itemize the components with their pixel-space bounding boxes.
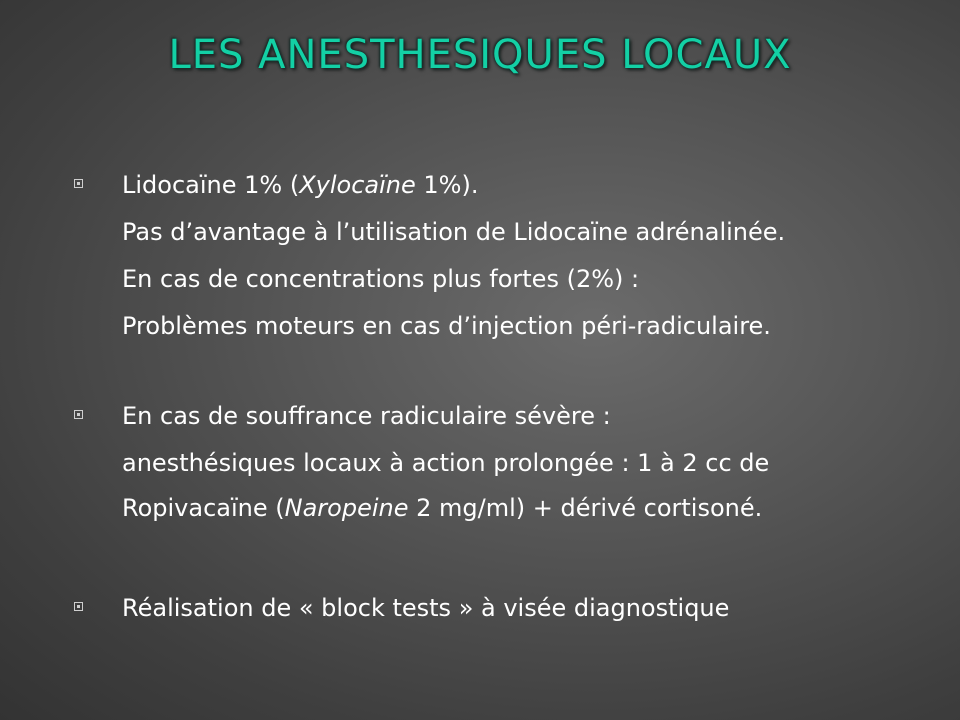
- bullet-line: Pas d’avantage à l’utilisation de Lidocaïne adrénalinée.: [122, 218, 786, 246]
- bullet-line: En cas de concentrations plus fortes (2%) :: [122, 265, 640, 293]
- bullet-souffrance-radiculaire: [122, 393, 769, 529]
- bullet-line: Problèmes moteurs en cas d’injection péri-radiculaire.: [122, 312, 771, 340]
- bullet-lidocaine: [122, 162, 785, 350]
- bullet-line: anesthésiques locaux à action prolongée : 1 à 2 cc de: [122, 449, 770, 477]
- bullet-line: Lidocaïne 1% (Xylocaïne 1%).: [122, 171, 479, 199]
- bullet-line: Réalisation de « block tests » à visée diagnostique: [122, 594, 730, 622]
- bullet-line: Ropivacaïne (Naropeine 2 mg/ml) + dérivé cortisoné.: [122, 494, 763, 522]
- bullet-square-icon: [74, 602, 83, 611]
- bullet-square-icon: [74, 179, 83, 188]
- bullet-line: En cas de souffrance radiculaire sévère :: [122, 402, 611, 430]
- slide-title: LES ANESTHESIQUES LOCAUX: [168, 32, 792, 78]
- bullet-square-icon: [74, 410, 83, 419]
- bullet-block-tests: [122, 585, 729, 632]
